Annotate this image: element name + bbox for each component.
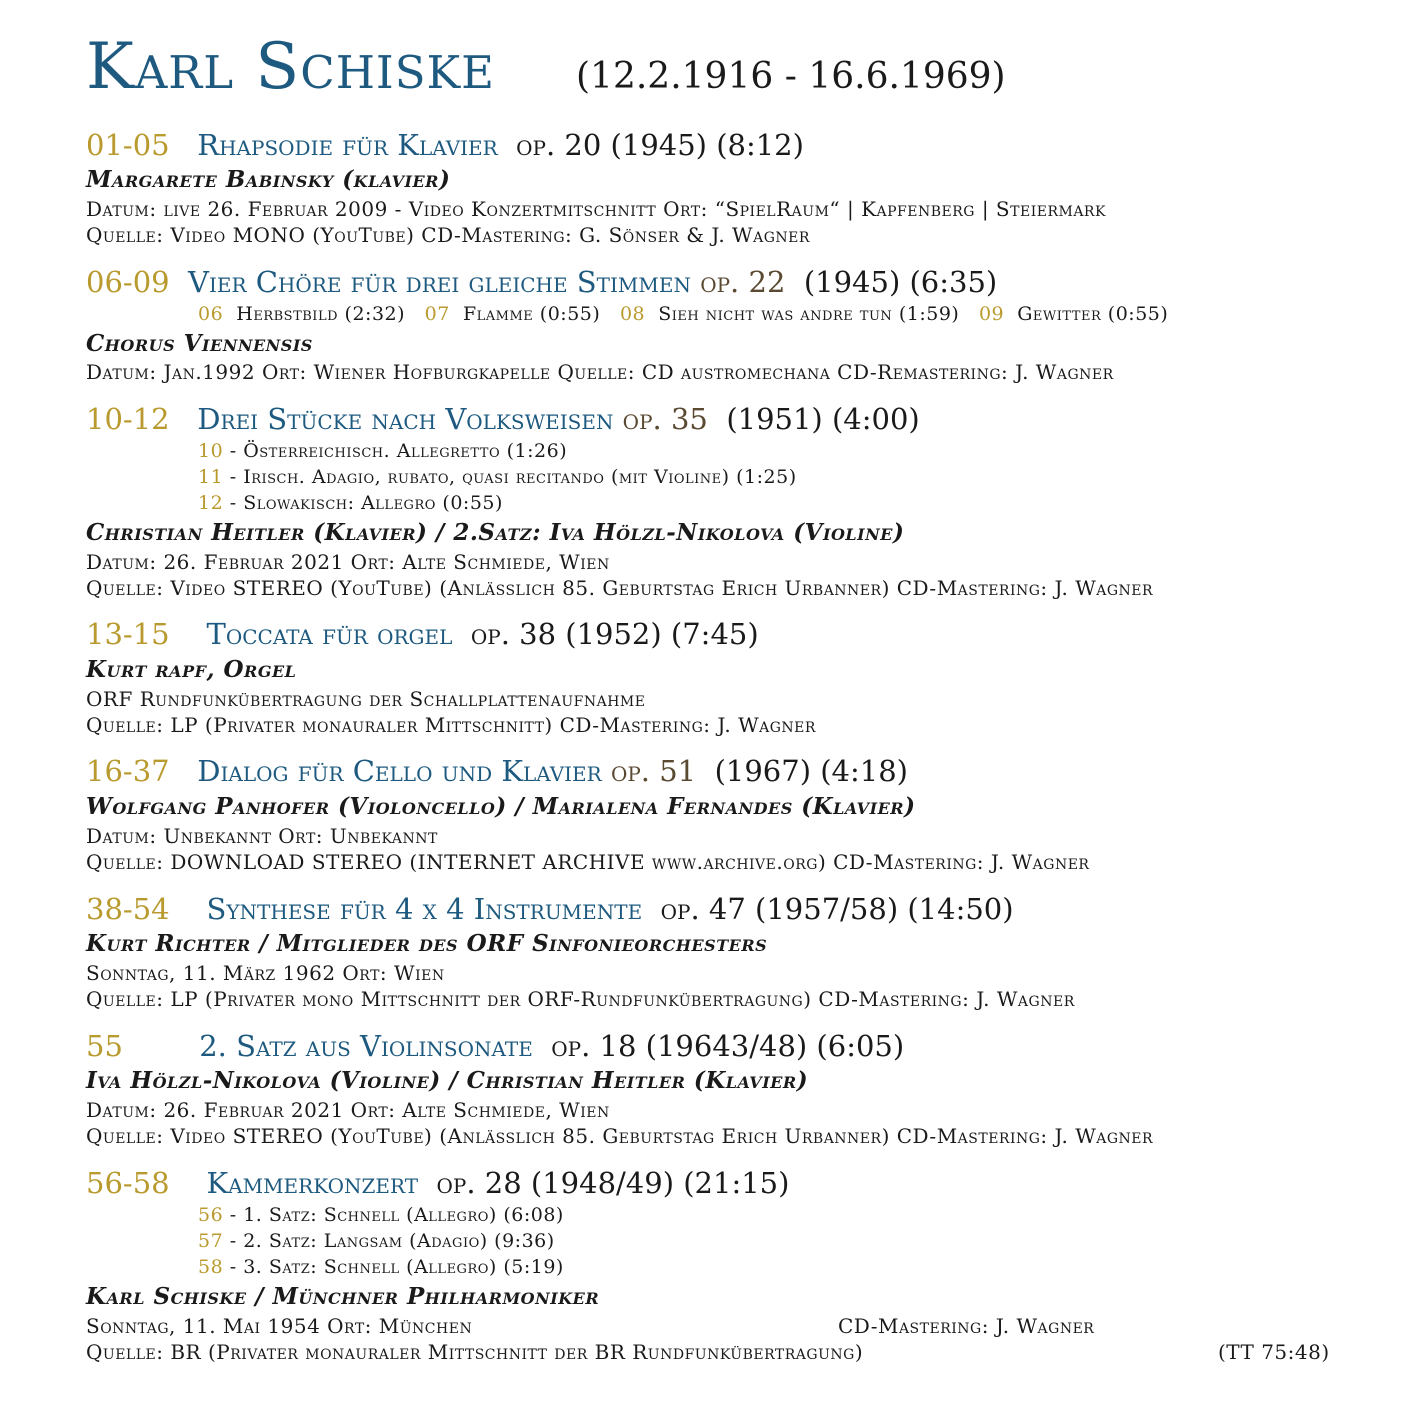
info-line: Datum: live 26. Februar 2009 - Video Konzertmitschnitt Ort: “SpielRaum“ | Kapfenberg | Steiermark <box>86 197 1106 221</box>
performer: Kurt Richter / Mitglieder des ORF Sinfonieorchesters <box>86 930 768 957</box>
info-line: Sonntag, 11. März 1962 Ort: Wien <box>86 961 445 985</box>
movement-item <box>198 1230 555 1252</box>
work-heading <box>86 617 759 651</box>
work-title: Vier Chöre für drei gleiche Stimmen <box>188 265 691 299</box>
movement-list <box>198 303 1168 325</box>
track-numbers: 01-05 <box>86 128 170 162</box>
info-line: Quelle: Video MONO (YouTube) CD-Mastering: G. Sönser & J. Wagner <box>86 223 810 247</box>
info-line: Quelle: Video STEREO (YouTube) (Anlässlich 85. Geburtstag Erich Urbanner) CD-Mastering: J. Wagner <box>86 1124 1154 1148</box>
info-line: Quelle: BR (Privater monauraler Mittschnitt der BR Rundfunkübertragung) <box>86 1340 864 1364</box>
opus-number: op. 22 <box>700 265 786 299</box>
work-title: Rhapsodie für Klavier <box>197 128 498 162</box>
movement-number: 58 <box>198 1256 224 1278</box>
work-details: (1967) (4:18) <box>714 754 908 788</box>
work-heading <box>86 128 804 162</box>
work-title: Kammerkonzert <box>206 1166 419 1200</box>
composer-name: Karl Schiske <box>86 30 496 104</box>
track-numbers: 10-12 <box>86 402 170 436</box>
movement-title: - Österreichisch. Allegretto (1:26) <box>229 440 568 462</box>
work-title: Dialog für Cello und Klavier <box>197 754 602 788</box>
work-details: op. 38 (1952) (7:45) <box>470 617 759 651</box>
work-heading <box>86 265 997 299</box>
work-title: Synthese für 4 x 4 Instrumente <box>206 892 643 926</box>
info-line: Datum: Jan.1992 Ort: Wiener Hofburgkapelle Quelle: CD austromechana CD-Remastering: J. Wagner <box>86 360 1114 384</box>
work-title: 2. Satz aus Violinsonate <box>199 1029 533 1063</box>
opus-number: op. 51 <box>610 754 697 788</box>
movement-title: - 2. Satz: Langsam (Adagio) (9:36) <box>229 1230 555 1252</box>
composer-dates: (12.2.1916 - 16.6.1969) <box>576 56 1006 97</box>
work-details: op. 28 (1948/49) (21:15) <box>436 1166 790 1200</box>
movement-item <box>198 466 797 488</box>
movement-number: 08 <box>619 303 646 325</box>
info-line: Datum: 26. Februar 2021 Ort: Alte Schmiede, Wien <box>86 1098 610 1122</box>
work-heading <box>86 1029 904 1063</box>
movement-number: 57 <box>198 1230 224 1252</box>
total-time: (TT 75:48) <box>1218 1340 1330 1364</box>
work-details: op. 47 (1957/58) (14:50) <box>660 892 1014 926</box>
movement-number: 10 <box>198 440 224 462</box>
movement-title: Herbstbild (2:32) <box>236 303 406 325</box>
track-numbers: 38-54 <box>86 892 170 926</box>
performer: Iva Hölzl-Nikolova (Violine) / Christian Heitler (Klavier) <box>86 1067 809 1094</box>
work-details: op. 20 (1945) (8:12) <box>516 128 804 162</box>
info-line: Datum: Unbekannt Ort: Unbekannt <box>86 824 438 848</box>
info-line: ORF Rundfunkübertragung der Schallplattenaufnahme <box>86 687 646 711</box>
movement-title: - 1. Satz: Schnell (Allegro) (6:08) <box>229 1204 564 1226</box>
performer: Kurt rapf, Orgel <box>86 656 297 683</box>
info-line: Quelle: Video STEREO (YouTube) (Anlässlich 85. Geburtstag Erich Urbanner) CD-Mastering: J. Wagner <box>86 576 1154 600</box>
work-heading <box>86 754 908 788</box>
info-line: Quelle: DOWNLOAD STEREO (INTERNET ARCHIVE www.archive.org) CD-Mastering: J. Wagner <box>86 850 1090 874</box>
performer: Chorus Viennensis <box>86 330 313 357</box>
movement-number: 06 <box>198 303 224 325</box>
info-line: Sonntag, 11. Mai 1954 Ort: München <box>86 1314 473 1338</box>
track-numbers: 06-09 <box>86 265 170 299</box>
performer: Karl Schiske / Münchner Philharmoniker <box>86 1283 600 1310</box>
work-heading <box>86 1166 789 1200</box>
movement-title: Gewitter (0:55) <box>1017 303 1169 325</box>
track-numbers: 55 <box>86 1029 123 1063</box>
movement-number: 11 <box>198 466 224 488</box>
info-line: Quelle: LP (Privater mono Mittschnitt der ORF-Rundfunkübertragung) CD-Mastering: J. Wagner <box>86 987 1075 1011</box>
work-heading <box>86 892 1014 926</box>
info-line: Datum: 26. Februar 2021 Ort: Alte Schmiede, Wien <box>86 550 610 574</box>
movement-title: - Slowakisch: Allegro (0:55) <box>229 492 503 514</box>
work-title: Toccata für orgel <box>206 617 453 651</box>
work-details: op. 18 (19643/48) (6:05) <box>551 1029 905 1063</box>
movement-item <box>198 492 503 514</box>
info-line: Quelle: LP (Privater monauraler Mittschnitt) CD-Mastering: J. Wagner <box>86 713 816 737</box>
mastering-credit: CD-Mastering: J. Wagner <box>838 1314 1095 1338</box>
movement-number: 56 <box>198 1204 224 1226</box>
movement-title: - Irisch. Adagio, rubato, quasi recitando (mit Violine) (1:25) <box>229 466 797 488</box>
movement-title: - 3. Satz: Schnell (Allegro) (5:19) <box>229 1256 564 1278</box>
performer: Margarete Babinsky (klavier) <box>86 166 451 193</box>
work-heading <box>86 402 920 436</box>
performer: Christian Heitler (Klavier) / 2.Satz: Iva Hölzl-Nikolova (Violine) <box>86 519 905 546</box>
performer: Wolfgang Panhofer (Violoncello) / Marialena Fernandes (Klavier) <box>86 793 916 820</box>
movement-number: 09 <box>978 303 1005 325</box>
movement-item <box>198 1204 564 1226</box>
movement-item <box>198 1256 564 1278</box>
movement-number: 12 <box>198 492 224 514</box>
track-numbers: 13-15 <box>86 617 170 651</box>
track-numbers: 16-37 <box>86 754 170 788</box>
work-title: Drei Stücke nach Volksweisen <box>197 402 614 436</box>
movement-number: 07 <box>424 303 450 325</box>
track-numbers: 56-58 <box>86 1166 170 1200</box>
movement-item <box>198 440 567 462</box>
work-details: (1951) (4:00) <box>726 402 920 436</box>
opus-number: op. 35 <box>622 402 708 436</box>
work-details: (1945) (6:35) <box>803 265 998 299</box>
movement-title: Sieh nicht was andre tun (1:59) <box>658 303 960 325</box>
movement-title: Flamme (0:55) <box>462 303 601 325</box>
